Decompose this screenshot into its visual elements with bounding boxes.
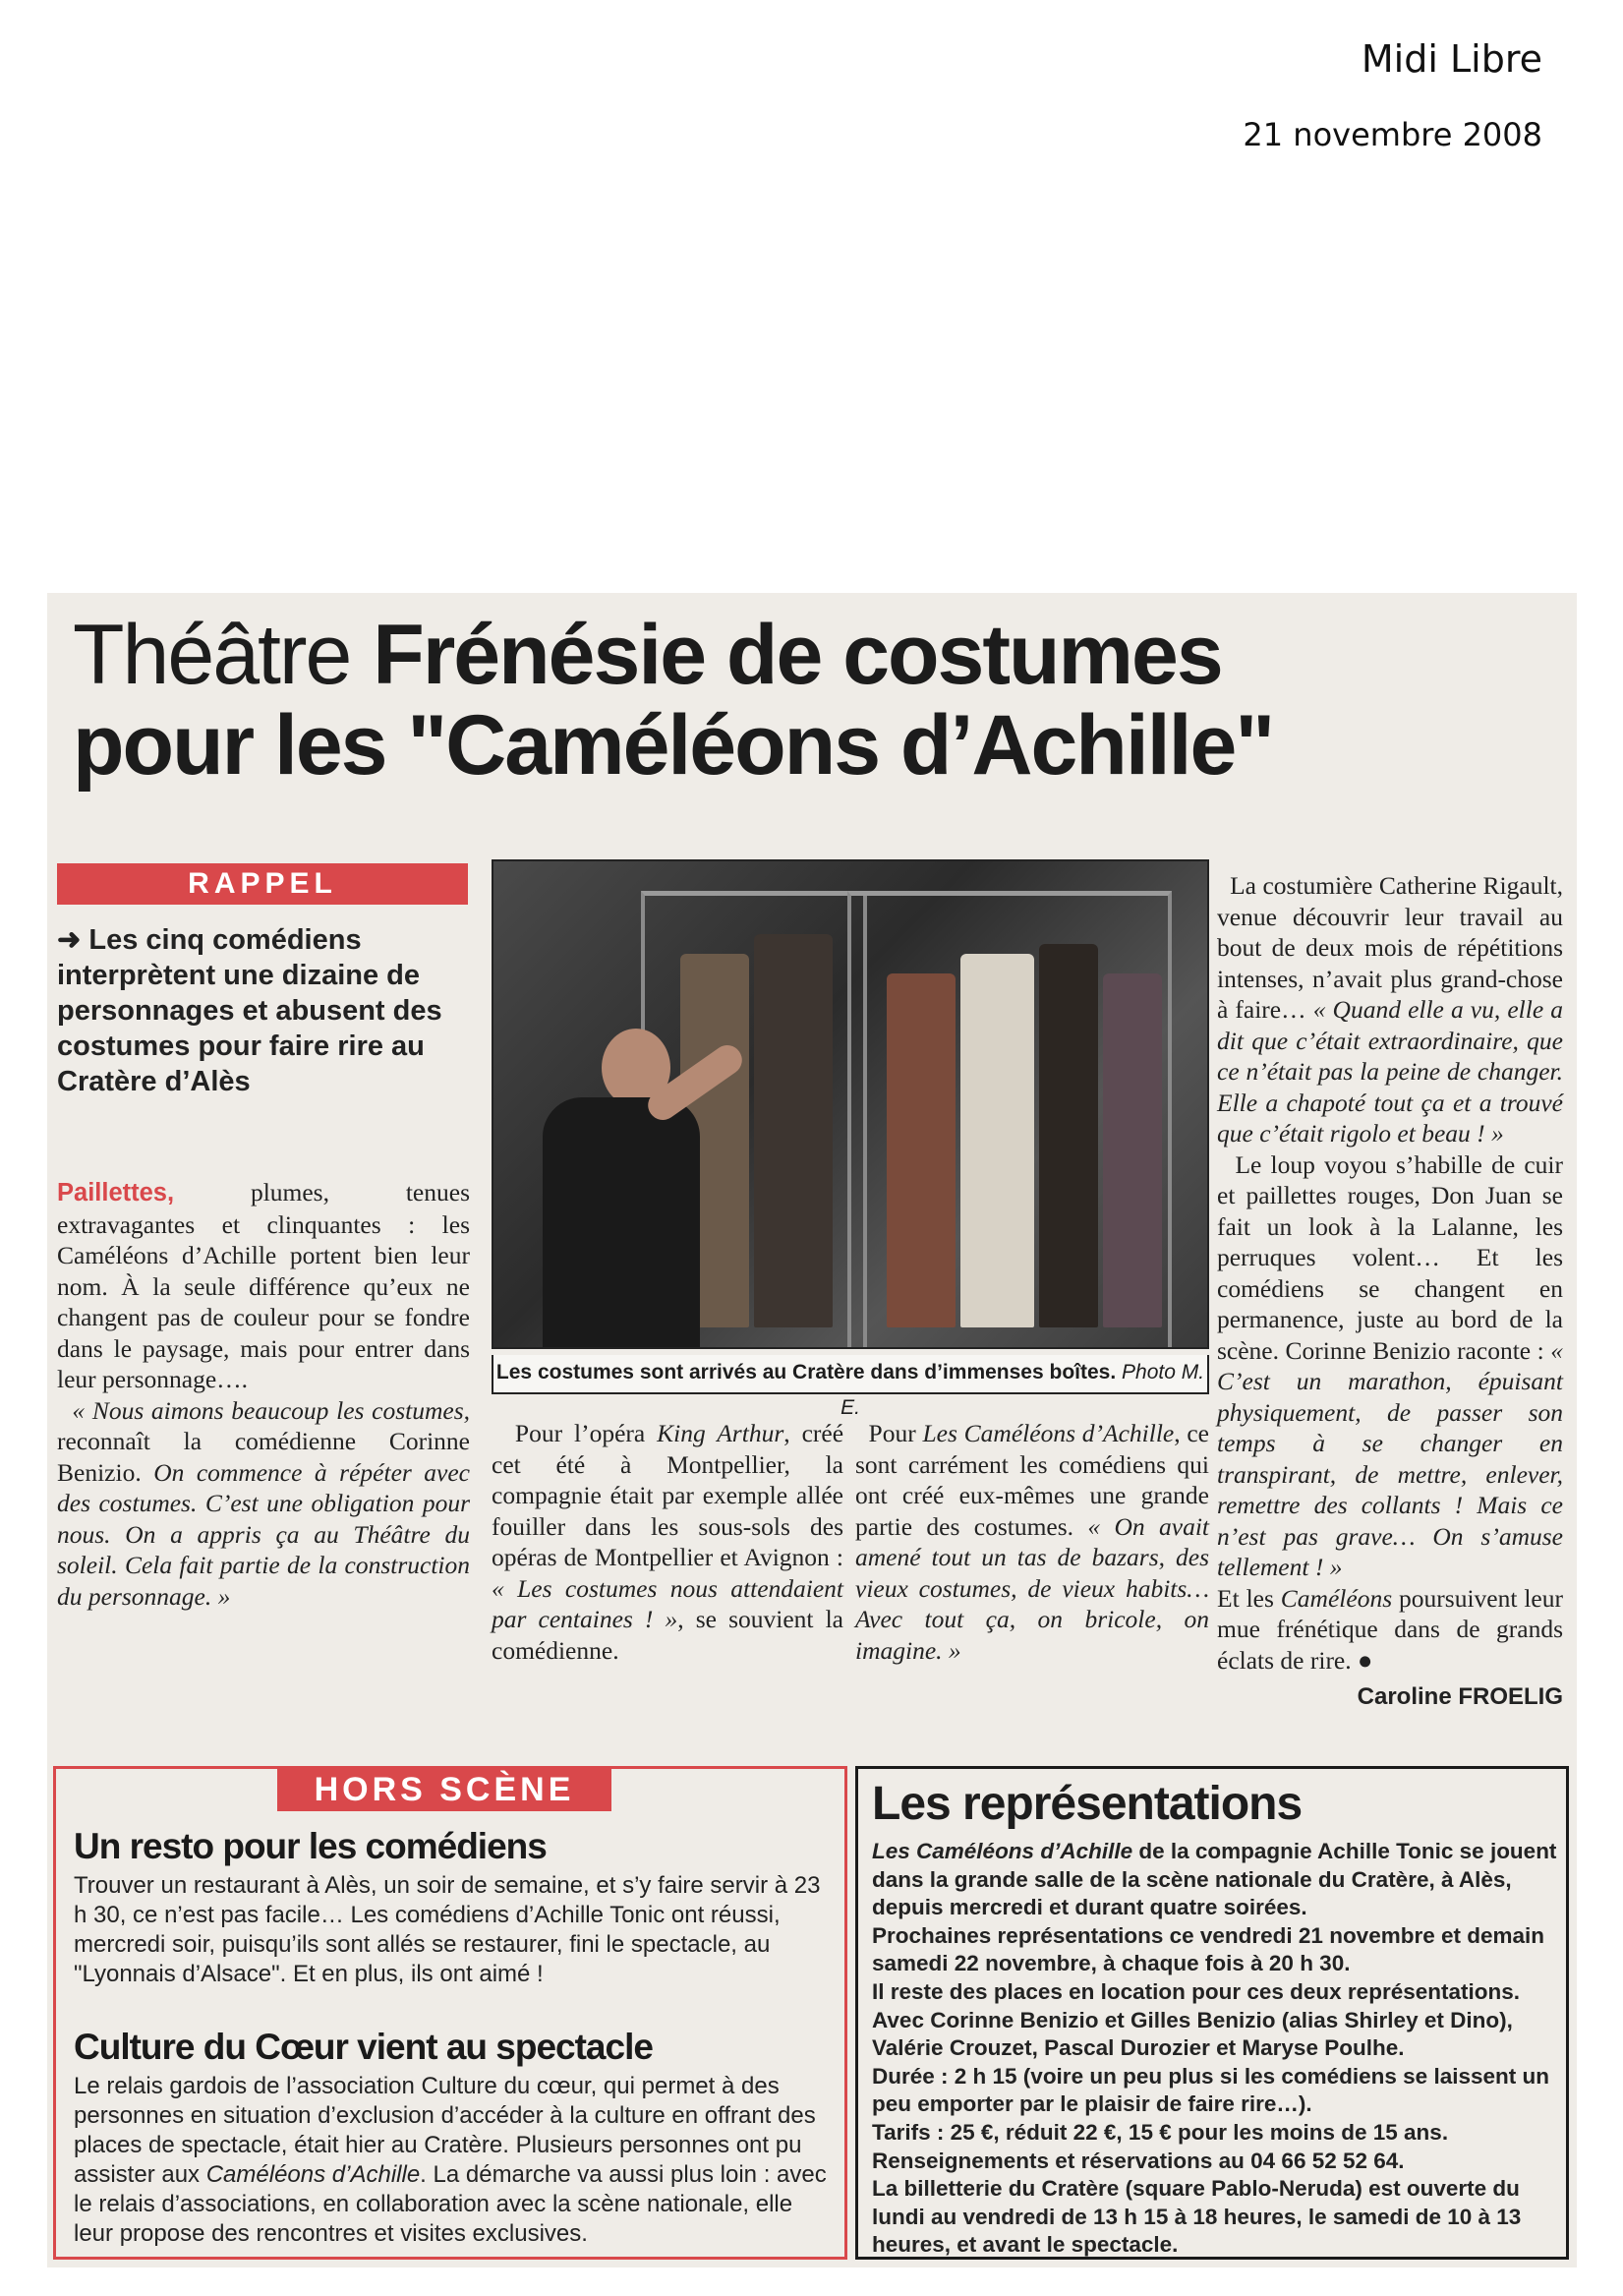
rep-duration: Durée : 2 h 15 (voire un peu plus si les comédiens se laissent un peu emporter par le plaisir de faire rire…). bbox=[872, 2063, 1549, 2117]
col4-c2: poursuivent leur mue frénétique dans de grands éclats de rire. bbox=[1217, 1583, 1563, 1675]
article-column-2 bbox=[492, 1418, 843, 1666]
article-column-4 bbox=[1217, 870, 1563, 1713]
headline bbox=[73, 608, 1557, 793]
col3-b: , ce sont carrément les comédiens qui ont créé eux-mêmes une grande partie des costumes. bbox=[855, 1419, 1209, 1541]
arrow-right-icon: ➜ bbox=[57, 924, 82, 956]
col1-para1: plumes, tenues extravagantes et clinquantes : les Caméléons d’Achille portent bien leur nom. À la seule différence qu’eux ne changent pas de couleur pour se fondre dans le paysage, mais pour entrer dans leur personnage…. bbox=[57, 1178, 470, 1393]
col3-a: Pour bbox=[868, 1419, 923, 1447]
article-column-3 bbox=[855, 1418, 1209, 1666]
author-signature: Caroline FROELIG bbox=[1357, 1683, 1563, 1710]
show-title: Les Caméléons d’Achille bbox=[922, 1419, 1175, 1447]
col4-b: Le loup voyou s’habille de cuir et paillettes rouges, Don Juan se fait un look à la Lalanne, les perruques volent… Et les comédiens se changent en permanence, juste au bord de la scène. Corinne Benizio raconte : bbox=[1217, 1149, 1564, 1365]
col2-b: , créé cet été à Montpellier, la compagnie était par exemple allée fouiller dans les sous-sols des opéras de Montpellier et Avignon : bbox=[492, 1419, 844, 1571]
rep-availability: Il reste des places en location pour ces deux représentations. bbox=[872, 1978, 1520, 2004]
col4-quote2: « C’est un marathon, épuisant physiquement, de passer son temps à se changer en transpirant, de mettre, enlever, remettre des collants ! Mais ce n’est pas grave… On s’amuse tellement ! » bbox=[1217, 1335, 1563, 1581]
representations-box bbox=[855, 1766, 1569, 2260]
newspaper-clipping bbox=[47, 593, 1577, 2267]
garment bbox=[887, 973, 956, 1327]
rep-prices: Tarifs : 25 €, réduit 22 €, 15 € pour les moins de 15 ans. bbox=[872, 2119, 1449, 2145]
hors-scene-label: HORS SCÈNE bbox=[277, 1767, 611, 1811]
garment bbox=[1039, 944, 1098, 1327]
rep-phone: Renseignements et réservations au 04 66 52 52 64. bbox=[872, 2148, 1405, 2173]
headline-line-1: Frénésie de costumes bbox=[373, 608, 1222, 702]
publication-name: Midi Libre bbox=[1361, 37, 1542, 81]
costume-photo bbox=[492, 859, 1209, 1349]
cameleons-name: Caméléons bbox=[1280, 1583, 1393, 1613]
article-column-1 bbox=[57, 1177, 470, 1612]
col1-para2: reconnaît la comédienne Corinne Benizio. bbox=[57, 1427, 470, 1487]
representations-title: Les représentations bbox=[872, 1778, 1303, 1830]
col4-a: La costumière Catherine Rigault, venue découvrir leur travail au bout de deux mois de répétitions intenses, n’avait plus grand-chose à faire… bbox=[1217, 871, 1563, 1024]
caption-text: Les costumes sont arrivés au Cratère dans d’immenses boîtes. bbox=[495, 1361, 1117, 1383]
col4-quote1: « Quand elle a vu, elle a dit que c’était extraordinaire, que ce n’était pas la peine de changer. Elle a chapoté tout ça et a trouvé que c’était rigolo et beau ! » bbox=[1217, 995, 1563, 1148]
representations-text: Les Caméléons d’Achille de la compagnie Achille Tonic se jouent dans la grande salle de la scène nationale du Cratère, à Alès, depuis mercredi et durant quatre soirées. Prochaines représentations ce vendredi 21 novembre et demain samedi 22 novembre, à chaque fois à 20 h 30. Il reste des places en location pour ces deux représentations. Avec Corinne Benizio et Gilles Benizio (alias Shirley et Dino), Valérie Crouzet, Pascal Durozier et Maryse Poulhe. Durée : 2 h 15 (voire un peu plus si les comédiens se laissent un peu emporter par le plaisir de faire rire…). Tarifs : 25 €, réduit 22 €, 15 € pour les moins de 15 ans. Renseignements et réservations au 04 66 52 52 64. La billetterie du Cratère (square Pablo-Neruda) est ouverte du lundi au vendredi de 13 h 15 à 18 heures, le samedi de 10 à 13 heures, et avant le spectacle. bbox=[872, 1838, 1560, 2260]
intro-lead bbox=[57, 922, 470, 1099]
col2-c: , se souvient la comédienne. bbox=[492, 1605, 843, 1665]
col1-quote1: « Nous aimons beaucoup les costumes, bbox=[72, 1395, 470, 1425]
rep-box-office: La billetterie du Cratère (square Pablo-Neruda) est ouverte du lundi au vendredi de 13 h 15 à 18 heures, le samedi de 10 à 13 heures, et avant le spectacle. bbox=[872, 2176, 1522, 2258]
hors-scene-heading-1: Un resto pour les comédiens bbox=[74, 1826, 547, 1866]
intro-text: Les cinq comédiens interprètent une dizaine de personnages et abusent des costumes pour faire rire au Cratère d’Alès bbox=[57, 924, 442, 1097]
col1-quote2: On commence à répéter avec des costumes. C’est une obligation pour nous. On a appris ça au Théâtre du soleil. Cela fait partie de la construction du personnage. » bbox=[57, 1457, 470, 1611]
photo-caption bbox=[492, 1355, 1209, 1419]
col2-quote: « Les costumes nous attendaient par centaines ! » bbox=[492, 1573, 843, 1633]
hors-scene-heading-2: Culture du Cœur vient au spectacle bbox=[74, 2027, 653, 2067]
hors-scene-text-1: Trouver un restaurant à Alès, un soir de semaine, et s’y faire servir à 23 h 30, ce n’est pas facile… Les comédiens d’Achille Tonic ont réussi, mercredi soir, puisqu’ils sont allés se restaurer, fini le spectacle, au "Lyonnais d’Alsace". Et en plus, ils ont aimé ! bbox=[74, 1872, 821, 1987]
rappel-label: RAPPEL bbox=[57, 863, 468, 905]
photo-credit: Photo M. E. bbox=[840, 1361, 1205, 1419]
rep-dates: Prochaines représentations ce vendredi 21 novembre et demain samedi 22 novembre, à chaque fois à 20 h 30. bbox=[872, 1922, 1545, 1976]
hors-scene-box bbox=[53, 1766, 847, 2260]
garment bbox=[1103, 973, 1162, 1327]
costumer-figure bbox=[513, 1029, 710, 1349]
garment bbox=[960, 954, 1034, 1327]
col4-c1: Et les bbox=[1217, 1583, 1281, 1613]
col2-a: Pour l’opéra bbox=[514, 1419, 658, 1447]
opera-title: King Arthur bbox=[657, 1419, 784, 1447]
publication-date: 21 novembre 2008 bbox=[1243, 116, 1542, 153]
show-title: Caméléons d’Achille bbox=[205, 2161, 421, 2188]
lead-word: Paillettes, bbox=[57, 1179, 175, 1207]
headline-line-2: pour les "Caméléons d’Achille" bbox=[73, 698, 1274, 793]
rep-cast: Avec Corinne Benizio et Gilles Benizio (alias Shirley et Dino), Valérie Crouzet, Pascal Durozier et Maryse Poulhe. bbox=[872, 2007, 1513, 2061]
garment bbox=[754, 934, 833, 1327]
headline-kicker: Théâtre bbox=[73, 608, 351, 702]
bullet-icon: ● bbox=[1358, 1645, 1373, 1675]
show-title: Les Caméléons d’Achille bbox=[872, 1839, 1133, 1863]
col3-quote: « On avait amené tout un tas de bazars, des vieux costumes, de vieux habits… Avec tout ça, on bricole, on imagine. » bbox=[855, 1511, 1209, 1665]
hors-scene-text-2: Le relais gardois de l’association Culture du cœur, qui permet à des personnes en situation d’exclusion d’accéder à la culture en offrant des places de spectacle, était hier au Cratère. Plusieurs personnes ont pu assister aux Caméléons d’Achille. La démarche va aussi plus loin : avec le relais d’associations, en collaboration avec la scène nationale, elle leur propose des rencontres et visites exclusives. bbox=[74, 2073, 827, 2247]
